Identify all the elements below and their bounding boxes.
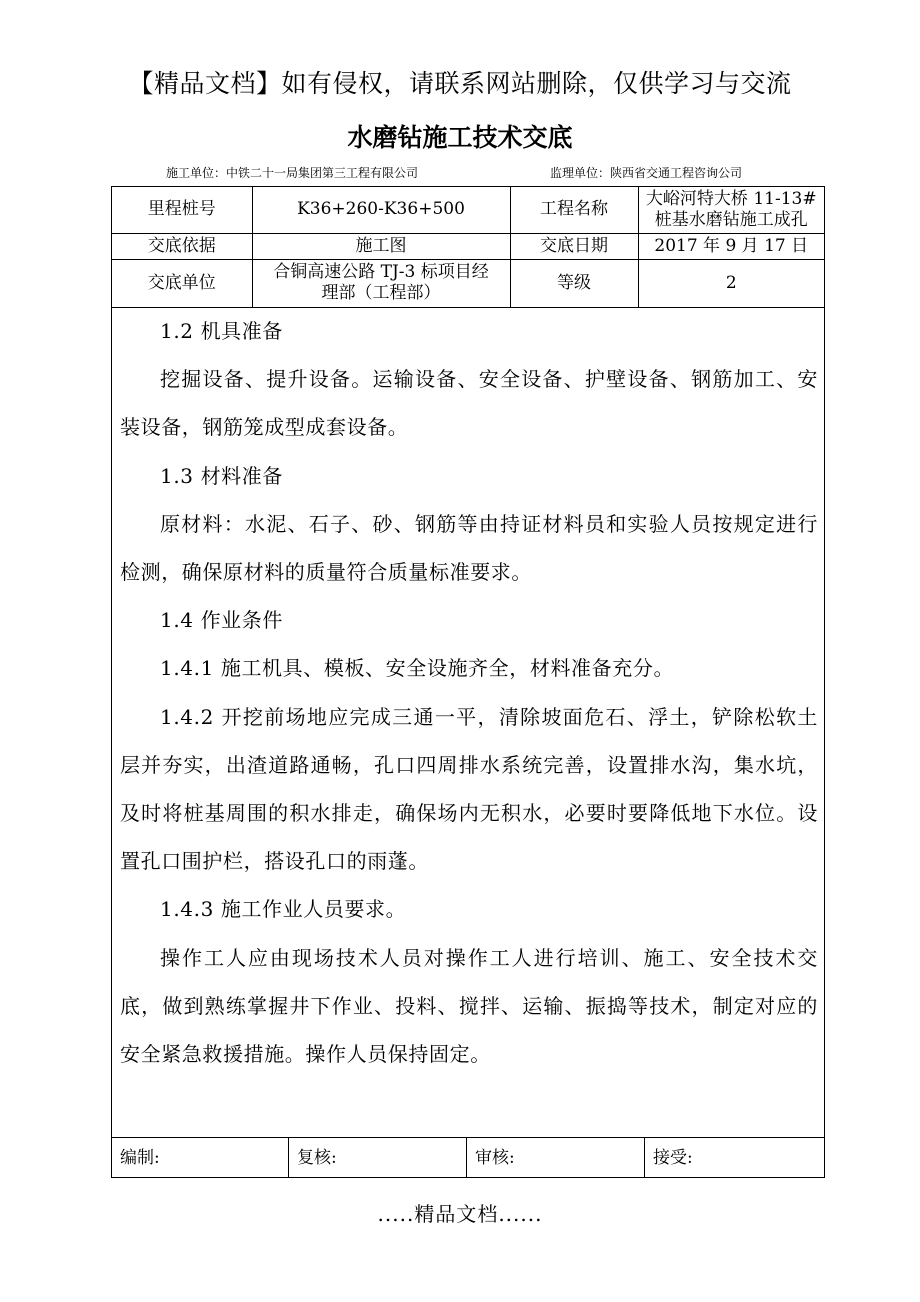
signature-row (112, 1137, 824, 1177)
paragraph-workers: 操作工人应由现场技术人员对操作工人进行培训、施工、安全技术交底，做到熟练掌握井下作业、投料、搅拌、运输、振捣等技术，制定对应的安全紧急救援措施。操作人员保持固定。 (120, 945, 818, 1067)
grade-label: 等级 (510, 259, 638, 307)
unit-label: 交底单位 (112, 259, 252, 307)
basis-value: 施工图 (252, 233, 510, 259)
accept-cell: 接受: (653, 1148, 693, 1168)
heading-1-3: 1.3 材料准备 (160, 463, 283, 488)
supervision-unit: 监理单位：陕西省交通工程咨询公司 (550, 166, 743, 180)
project-name-value (638, 187, 824, 233)
unit-value (252, 259, 510, 307)
date-label: 交底日期 (510, 233, 638, 259)
unit-value-line1: 合铜高速公路 TJ-3 标项目经 (273, 262, 489, 282)
briefing-content (112, 307, 824, 1078)
construction-unit: 施工单位：中铁二十一局集团第三工程有限公司 (166, 166, 419, 180)
compile-cell: 编制: (120, 1148, 160, 1168)
heading-1-4: 1.4 作业条件 (160, 608, 283, 633)
briefing-form (111, 186, 825, 1178)
grade-value: 2 (638, 259, 824, 307)
mileage-value: K36+260-K36+500 (252, 187, 510, 233)
unit-value-line2: 理部（工程部） (321, 283, 441, 303)
project-name-line1: 大峪河特大桥 11-13# (645, 188, 817, 209)
paragraph-1-4-1: 1.4.1 施工机具、模板、安全设施齐全，材料准备充分。 (160, 656, 675, 681)
footer-watermark: .....精品文档...... (377, 1202, 543, 1226)
heading-1-2: 1.2 机具准备 (160, 319, 283, 343)
project-name-line2: 桩基水磨钻施工成孔 (654, 209, 808, 230)
project-name-label: 工程名称 (510, 187, 638, 233)
paragraph-materials: 原材料：水泥、石子、砂、钢筋等由持证材料员和实验人员按规定进行检测，确保原材料的质量符合质量标准要求。 (120, 511, 818, 585)
paragraph-1-4-3: 1.4.3 施工作业人员要求。 (160, 897, 407, 922)
paragraph-equipment: 挖掘设备、提升设备。运输设备、安全设备、护壁设备、钢筋加工、安装设备，钢筋笼成型成套设备。 (120, 367, 818, 440)
review-cell: 复核: (297, 1148, 337, 1168)
date-value: 2017 年 9 月 17 日 (638, 233, 824, 259)
document-title: 水磨钻施工技术交底 (347, 123, 573, 152)
copyright-banner: 【精品文档】如有侵权，请联系网站删除，仅供学习与交流 (128, 69, 792, 98)
header-table (112, 187, 824, 308)
basis-label: 交底依据 (112, 233, 252, 259)
audit-cell: 审核: (475, 1148, 515, 1168)
mileage-label: 里程桩号 (112, 187, 252, 233)
paragraph-1-4-2: 1.4.2 开挖前场地应完成三通一平，清除坡面危石、浮土，铲除松软土层并夯实，出渣道路通畅，孔口四周排水系统完善，设置排水沟，集水坑，及时将桩基周围的积水排走，确保场内无积水，必要时要降低地下水位。设置孔口围护栏，搭设孔口的雨蓬。 (120, 704, 818, 874)
